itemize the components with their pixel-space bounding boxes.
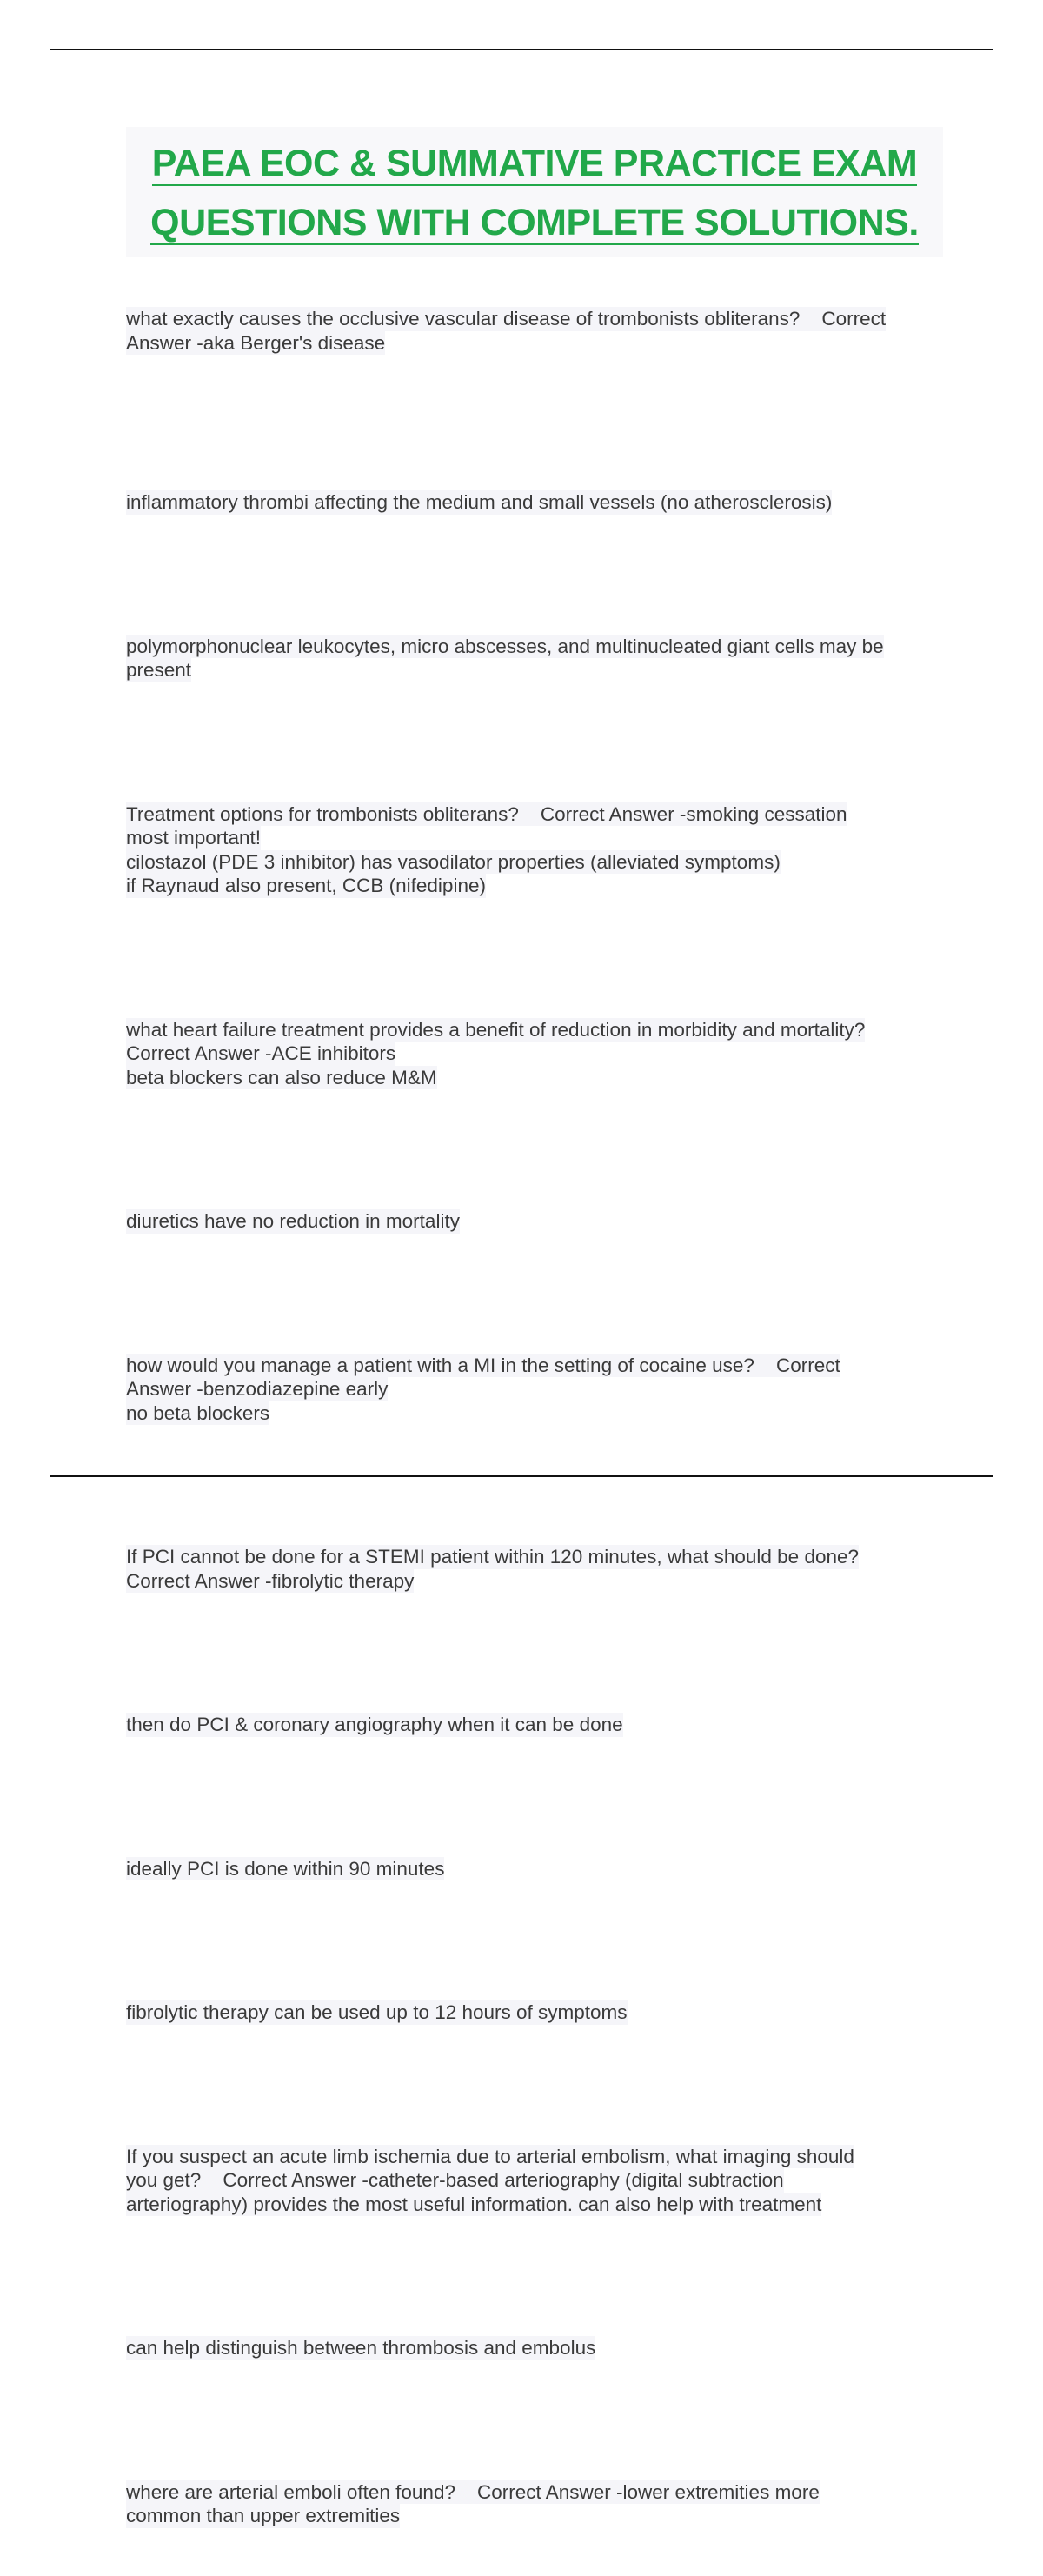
question-paragraph: how would you manage a patient with a MI in the setting of cocaine use? Correct Answer -benzodiazepine early no beta blockers <box>126 1354 840 1424</box>
header-rule <box>50 49 993 50</box>
answer-paragraph: then do PCI & coronary angiography when it can be done <box>126 1714 623 1735</box>
question-paragraph: where are arterial emboli often found? Correct Answer -lower extremities more common than upper extremities <box>126 2480 820 2526</box>
answer-paragraph: inflammatory thrombi affecting the medium and small vessels (no atherosclerosis) <box>126 491 833 513</box>
title-line-2: QUESTIONS WITH COMPLETE SOLUTIONS. <box>150 202 919 243</box>
answer-paragraph: can help distinguish between thrombosis and embolus <box>126 2337 596 2359</box>
answer-paragraph: ideally PCI is done within 90 minutes <box>126 1857 445 1880</box>
qa-content <box>126 259 947 2576</box>
answer-paragraph: polymorphonuclear leukocytes, micro abscesses, and multinucleated giant cells may be present <box>126 635 884 681</box>
question-paragraph: what exactly causes the occlusive vascular disease of trombonists obliterans? Correct Answer -aka Berger's disease <box>126 308 887 354</box>
question-paragraph: If PCI cannot be done for a STEMI patient within 120 minutes, what should be done? Correct Answer -fibrolytic therapy <box>126 1546 860 1592</box>
answer-paragraph: diuretics have no reduction in mortality <box>126 1210 460 1232</box>
document-title <box>126 127 943 257</box>
answer-paragraph: fibrolytic therapy can be used up to 12 hours of symptoms <box>126 2001 628 2023</box>
footer-rule <box>50 1475 993 1477</box>
question-paragraph: Treatment options for trombonists obliterans? Correct Answer -smoking cessation most important! cilostazol (PDE 3 inhibitor) has vasodilator properties (alleviated symptoms) if Raynaud also present, CCB (nifedipine) <box>126 802 847 896</box>
question-paragraph: what heart failure treatment provides a benefit of reduction in morbidity and mortality? Correct Answer -ACE inhibitors beta blockers can also reduce M&M <box>126 1018 866 1088</box>
title-line-1: PAEA EOC & SUMMATIVE PRACTICE EXAM <box>151 143 918 184</box>
question-paragraph: If you suspect an acute limb ischemia due to arterial embolism, what imaging should you get? Correct Answer -catheter-based arteriography (digital subtraction arteriography) provides the most useful information. can also help with treatment <box>126 2145 854 2215</box>
